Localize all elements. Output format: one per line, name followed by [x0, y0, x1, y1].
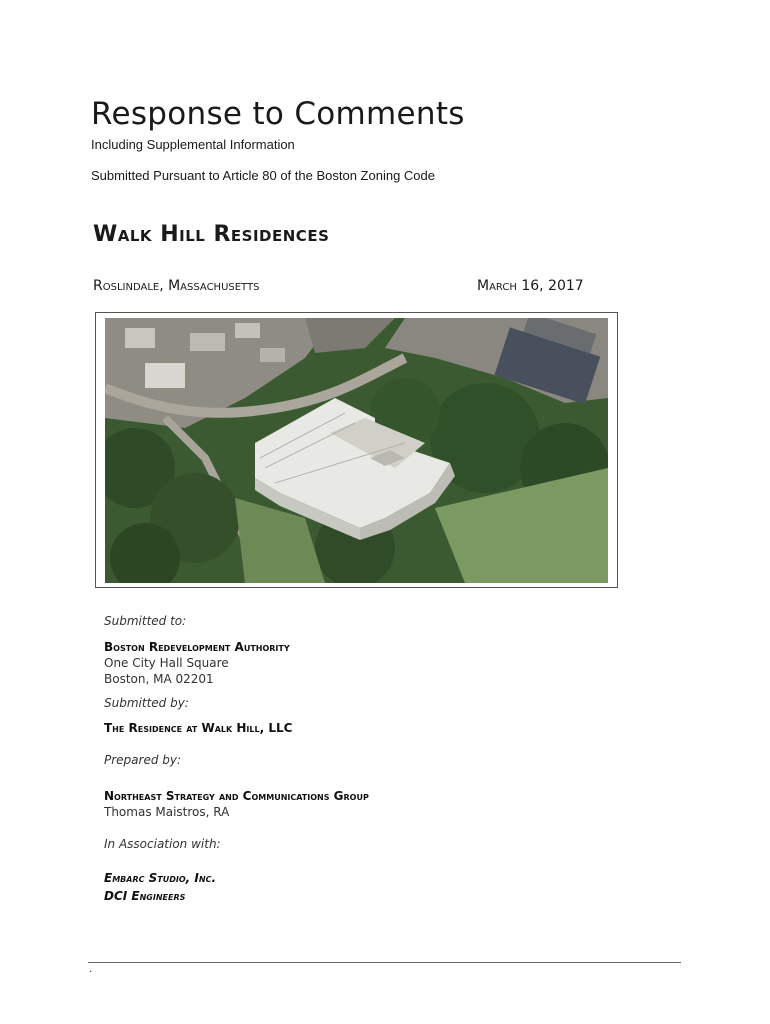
submitted-to-organization: Boston Redevelopment Authority — [104, 640, 290, 654]
submitted-by-organization: The Residence at Walk Hill, LLC — [104, 721, 293, 735]
submitted-to-label: Submitted to: — [104, 614, 187, 628]
prepared-by-label: Prepared by: — [104, 753, 182, 767]
aerial-rendering-image — [105, 318, 608, 583]
project-location: Roslindale, Massachusetts — [93, 278, 260, 294]
prepared-by-person: Thomas Maistros, RA — [104, 805, 230, 819]
aerial-photo-frame — [95, 312, 618, 588]
association-label: In Association with: — [104, 837, 221, 851]
footer-mark: . — [89, 964, 93, 975]
address-line-1: One City Hall Square — [104, 656, 229, 670]
association-organization-1: Embarc Studio, Inc. — [104, 871, 216, 885]
project-name: Walk Hill Residences — [93, 222, 330, 247]
address-line-2: Boston, MA 02201 — [104, 672, 214, 686]
document-subtitle: Including Supplemental Information — [91, 137, 295, 152]
footer-divider — [88, 962, 681, 963]
association-organization-2: DCI Engineers — [104, 889, 186, 903]
document-date: March 16, 2017 — [477, 278, 584, 294]
submitted-by-label: Submitted by: — [104, 696, 189, 710]
prepared-by-organization: Northeast Strategy and Communications Group — [104, 789, 369, 803]
document-submission-note: Submitted Pursuant to Article 80 of the Boston Zoning Code — [91, 168, 435, 183]
document-title: Response to Comments — [91, 96, 465, 132]
